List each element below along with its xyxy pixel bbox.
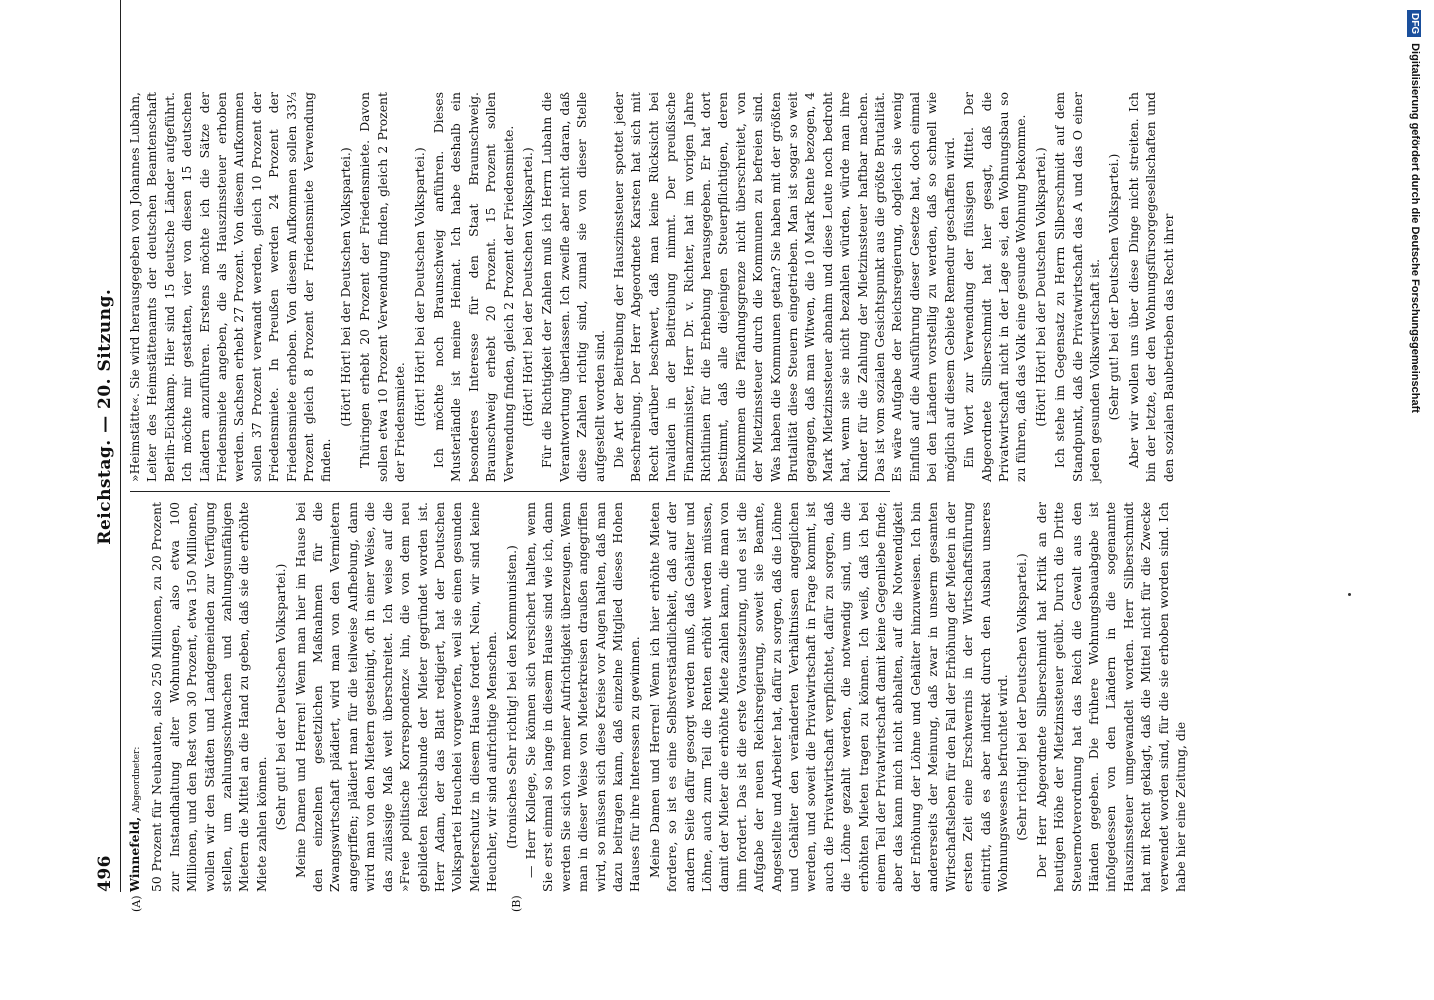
paragraph: Ein Wort zur Verwendung der flüssigen Mittel. Der Abgeordnete Silberschmidt hat hier gesagt, daß die Privatwirtschaft nicht in der Lage sei, den Wohnungsbau so zu führen, daß das Volk eine gesunde Wohnung bekomme. [961, 92, 1029, 482]
paragraph: »Heimstätte«. Sie wird herausgegeben von Johannes Lubahn, Leiter des Heimstättenamts der deutschen Beamtenschaft Berlin-Eichkamp. Hier sind 15 deutsche Länder aufgeführt. Ich möchte mir gestatten, vier von diesen 15 deutschen Ländern anzuführen. Erstens möchte ich die Sätze der Friedensmiete angeben, die als Hauszinssteuer erhoben werden. Sachsen erhebt 27 Prozent. Von diesem Aufkommen sollen 37 Prozent verwandt werden, gleich 10 Prozent der Friedensmiete. In Preußen werden 24 Prozent der Friedensmiete erhoben. Von diesem Aufkommen sollen 33⅓ Prozent gleich 8 Prozent der Friedensmiete Verwendung finden. [127, 92, 334, 482]
interjection: (Sehr richtig! bei der Deutschen Volkspartei.) [1014, 553, 1030, 841]
interjection: (Hört! Hört! bei der Deutschen Volkspartei.) [337, 147, 353, 427]
rotated-page [90, 92, 1360, 912]
digitization-credit [1404, 10, 1426, 990]
paragraph: — Herr Kollege, Sie können sich versichert halten, wenn Sie erst einmal so lange in diesem Hause sind wie ich, dann werden Sie sich von meiner Aufrichtigkeit überzeugen. Wenn man in dieser Weise von Mieterkreisen draußen angegriffen wird, so müssen sich diese Kreise vor Augen halten, daß man dazu beitragen kann, daß einzelne Mitglied dieses Hohen Hauses für ihre Interessen zu gewinnen. [522, 502, 643, 892]
paragraph: Aber wir wollen uns über diese Dinge nicht streiten. Ich bin der letzte, der den Wohnungsfürsorgegesellschaften und den sozialen Baubetrieben das Recht ihrer [1125, 92, 1176, 482]
dfg-logo: DFG [1407, 10, 1421, 37]
margin-marker-b: (B) [510, 895, 523, 912]
interjection: (Sehr gut! bei der Deutschen Volkspartei.) [273, 563, 289, 831]
paragraph: Thüringen erhebt 20 Prozent der Friedensmiete. Davon sollen etwa 10 Prozent Verwendung finden, gleich 2 Prozent der Friedensmiete. [357, 92, 408, 482]
interjection: (Ironisches Sehr richtig! bei den Kommunisten.) [503, 545, 519, 849]
paragraph: Der Herr Abgeordnete Silberschmidt hat Kritik an der heutigen Höhe der Mietzinssteuer geübt. Durch die Dritte Steuernotverordnung hat das Reich die Gewalt aus den Händen gegeben. Die frühere Wohnungsbauabgabe ist infolgedessen von den Ländern in die sogenannte Hauszinssteuer umgewandelt worden. Herr Silberschmidt hat mit Recht geklagt, daß die Mittel nicht für die Zwecke verwendet worden sind, für die sie erhoben worden sind. Ich habe hier eine Zeitung, die [1033, 502, 1188, 892]
scan-speck [1348, 593, 1351, 596]
interjection: (Hört! Hört! bei der Deutschen Volkspartei.) [1032, 147, 1048, 427]
speaker-role: Abgeordneter: [132, 746, 142, 813]
session-title: Reichstag. — 20. Sitzung. [95, 288, 115, 545]
paragraph: Ich möchte noch Braunschweig anführen. Dieses Musterländle ist meine Heimat. Ich habe deshalb ein besonderes Interesse für den Staat Braunschweig. Braunschweig erhebt 20 Prozent. 15 Prozent sollen Verwendung finden, gleich 2 Prozent der Friedensmiete. [430, 92, 516, 482]
page-number: 496 [95, 855, 115, 892]
header-rule [120, 0, 121, 892]
paragraph: 50 Prozent für Neubauten, also 250 Millionen, zu 20 Prozent zur Instandhaltung alter Wohnungen, also etwa 100 Millionen, und den Rest von 30 Prozent, etwa 150 Millionen, wollen wir den Städten und Landgemeinden zur Verfügung stellen, um zahlungsschwachen und zahlungsunfähigen Mietern die Mittel an die Hand zu geben, daß sie die erhöhte Miete zahlen können. [149, 502, 269, 892]
credit-text: Digitalisierung gefördert durch die Deutsche Forschungsgemeinschaft [1409, 43, 1421, 413]
speaker-name: Winnefeld, [127, 816, 142, 892]
speaker-line [126, 502, 146, 892]
running-header [90, 0, 120, 892]
column-left [126, 502, 1188, 892]
column-right [126, 92, 1176, 482]
paragraph: Meine Damen und Herren! Wenn ich hier erhöhte Mieten fordere, so ist es eine Selbstverständlichkeit, daß auf der andern Seite dafür gesorgt werden muß, daß Gehälter und Löhne, auch zum Teil die Renten erhöht werden müssen, damit der Mieter die erhöhte Miete zahlen kann, die man von ihm fordert. Das ist die erste Voraussetzung, und es ist die Aufgabe der neuen Reichsregierung, soweit sie Beamte, Angestellte und Arbeiter hat, dafür zu sorgen, daß die Löhne und Gehälter den veränderten Verhältnissen angeglichen werden, und soweit die Privatwirtschaft in Frage kommt, ist auch die Privatwirtschaft verpflichtet, dafür zu sorgen, daß die Löhne gezahlt werden, die notwendig sind, um die erhöhten Mieten tragen zu können. Ich weiß, daß ich bei einem Teil der Privatwirtschaft damit keine Gegenliebe finde; aber das kann mich nicht abhalten, auf die Notwendigkeit der Erhöhung der Löhne und Gehälter hinzuweisen. Ich bin andererseits der Meinung, daß zwar in unserm gesamten Wirtschaftsleben für den Fall der Erhöhung der Mieten in der ersten Zeit eine Erschwernis in der Wirtschaftsführung eintritt, daß es aber indirekt durch den Ausbau unseres Wohnungswesens befruchtet wird. [646, 502, 1010, 892]
column-rule [130, 491, 890, 492]
paragraph: Ich stehe im Gegensatz zu Herrn Silberschmidt auf dem Standpunkt, daß die Privatwirtschaft das A und das O einer jeden gesunden Volkswirtschaft ist. [1052, 92, 1102, 482]
paragraph: Die Art der Beitreibung der Hauszinssteuer spottet jeder Beschreibung. Der Herr Abgeordnete Karsten hat sich mit Recht darüber beschwert, daß man keine Rücksicht bei Invaliden in der Beitreibung nimmt. Der preußische Finanzminister, Herr Dr. v. Richter, hat im vorigen Jahre Richtlinien für die Erhebung herausgegeben. Er hat dort bestimmt, daß alle diejenigen Steuerpflichtigen, deren Einkommen die Pfändungsgrenze nicht überschreitet, von der Mietzinssteuer durch die Kommunen zu befreien sind. Was haben die Kommunen getan? Sie haben mit der größten Brutalität diese Steuern eingetrieben. Man ist sogar so weit gegangen, daß man Witwen, die 10 Mark Rente bezogen, 4 Mark Mietzinssteuer abnahm und diese Leute noch bedroht hat, wenn sie sie nicht bezahlen würden, würde man ihre Kinder für die Zahlung der Mietzinssteuer haftbar machen. Das ist vom sozialen Gesichtspunkt aus die größte Brutalität. Es wäre Aufgabe der Reichsregierung, obgleich sie wenig Einfluß auf die Ausführung dieser Gesetze hat, doch einmal bei den Ländern vorstellig zu werden, daß so schnell wie möglich auf diesem Gebiete Remedur geschaffen wird. [610, 92, 957, 482]
paragraph: Für die Richtigkeit der Zahlen muß ich Herrn Lubahn die Verantwortung überlassen. Ich zweifle aber nicht daran, daß diese Zahlen richtig sind, zumal sie von dieser Stelle aufgestellt worden sind. [539, 92, 607, 482]
margin-marker-a: (A) [130, 895, 143, 912]
interjection: (Hört! Hört! bei der Deutschen Volkspartei.) [411, 147, 427, 427]
interjection: (Sehr gut! bei der Deutschen Volkspartei.) [1106, 153, 1122, 421]
paragraph: Meine Damen und Herren! Wenn man hier im Hause bei den einzelnen gesetzlichen Maßnahmen für die Zwangswirtschaft plädiert, wird man von den Vermietern angegriffen; plädiert man für die teilweise Aufhebung, dann wird man von den Mietern gesteinigt, oft in einer Weise, die das zulässige Maß weit überschreitet. Ich weise auf die »Freie politische Korrespondenz« hin, die von dem neu gebildeten Reichsbunde der Mieter gegründet worden ist. Herr Adam, der das Blatt redigiert, hat der Deutschen Volkspartei Heuchelei vorgeworfen, weil sie einen gesunden Mieterschutz in diesem Hause fordert. Nein, wir sind keine Heuchler, wir sind aufrichtige Menschen. [292, 502, 500, 892]
interjection: (Hört! Hört! bei der Deutschen Volkspartei.) [519, 147, 535, 427]
